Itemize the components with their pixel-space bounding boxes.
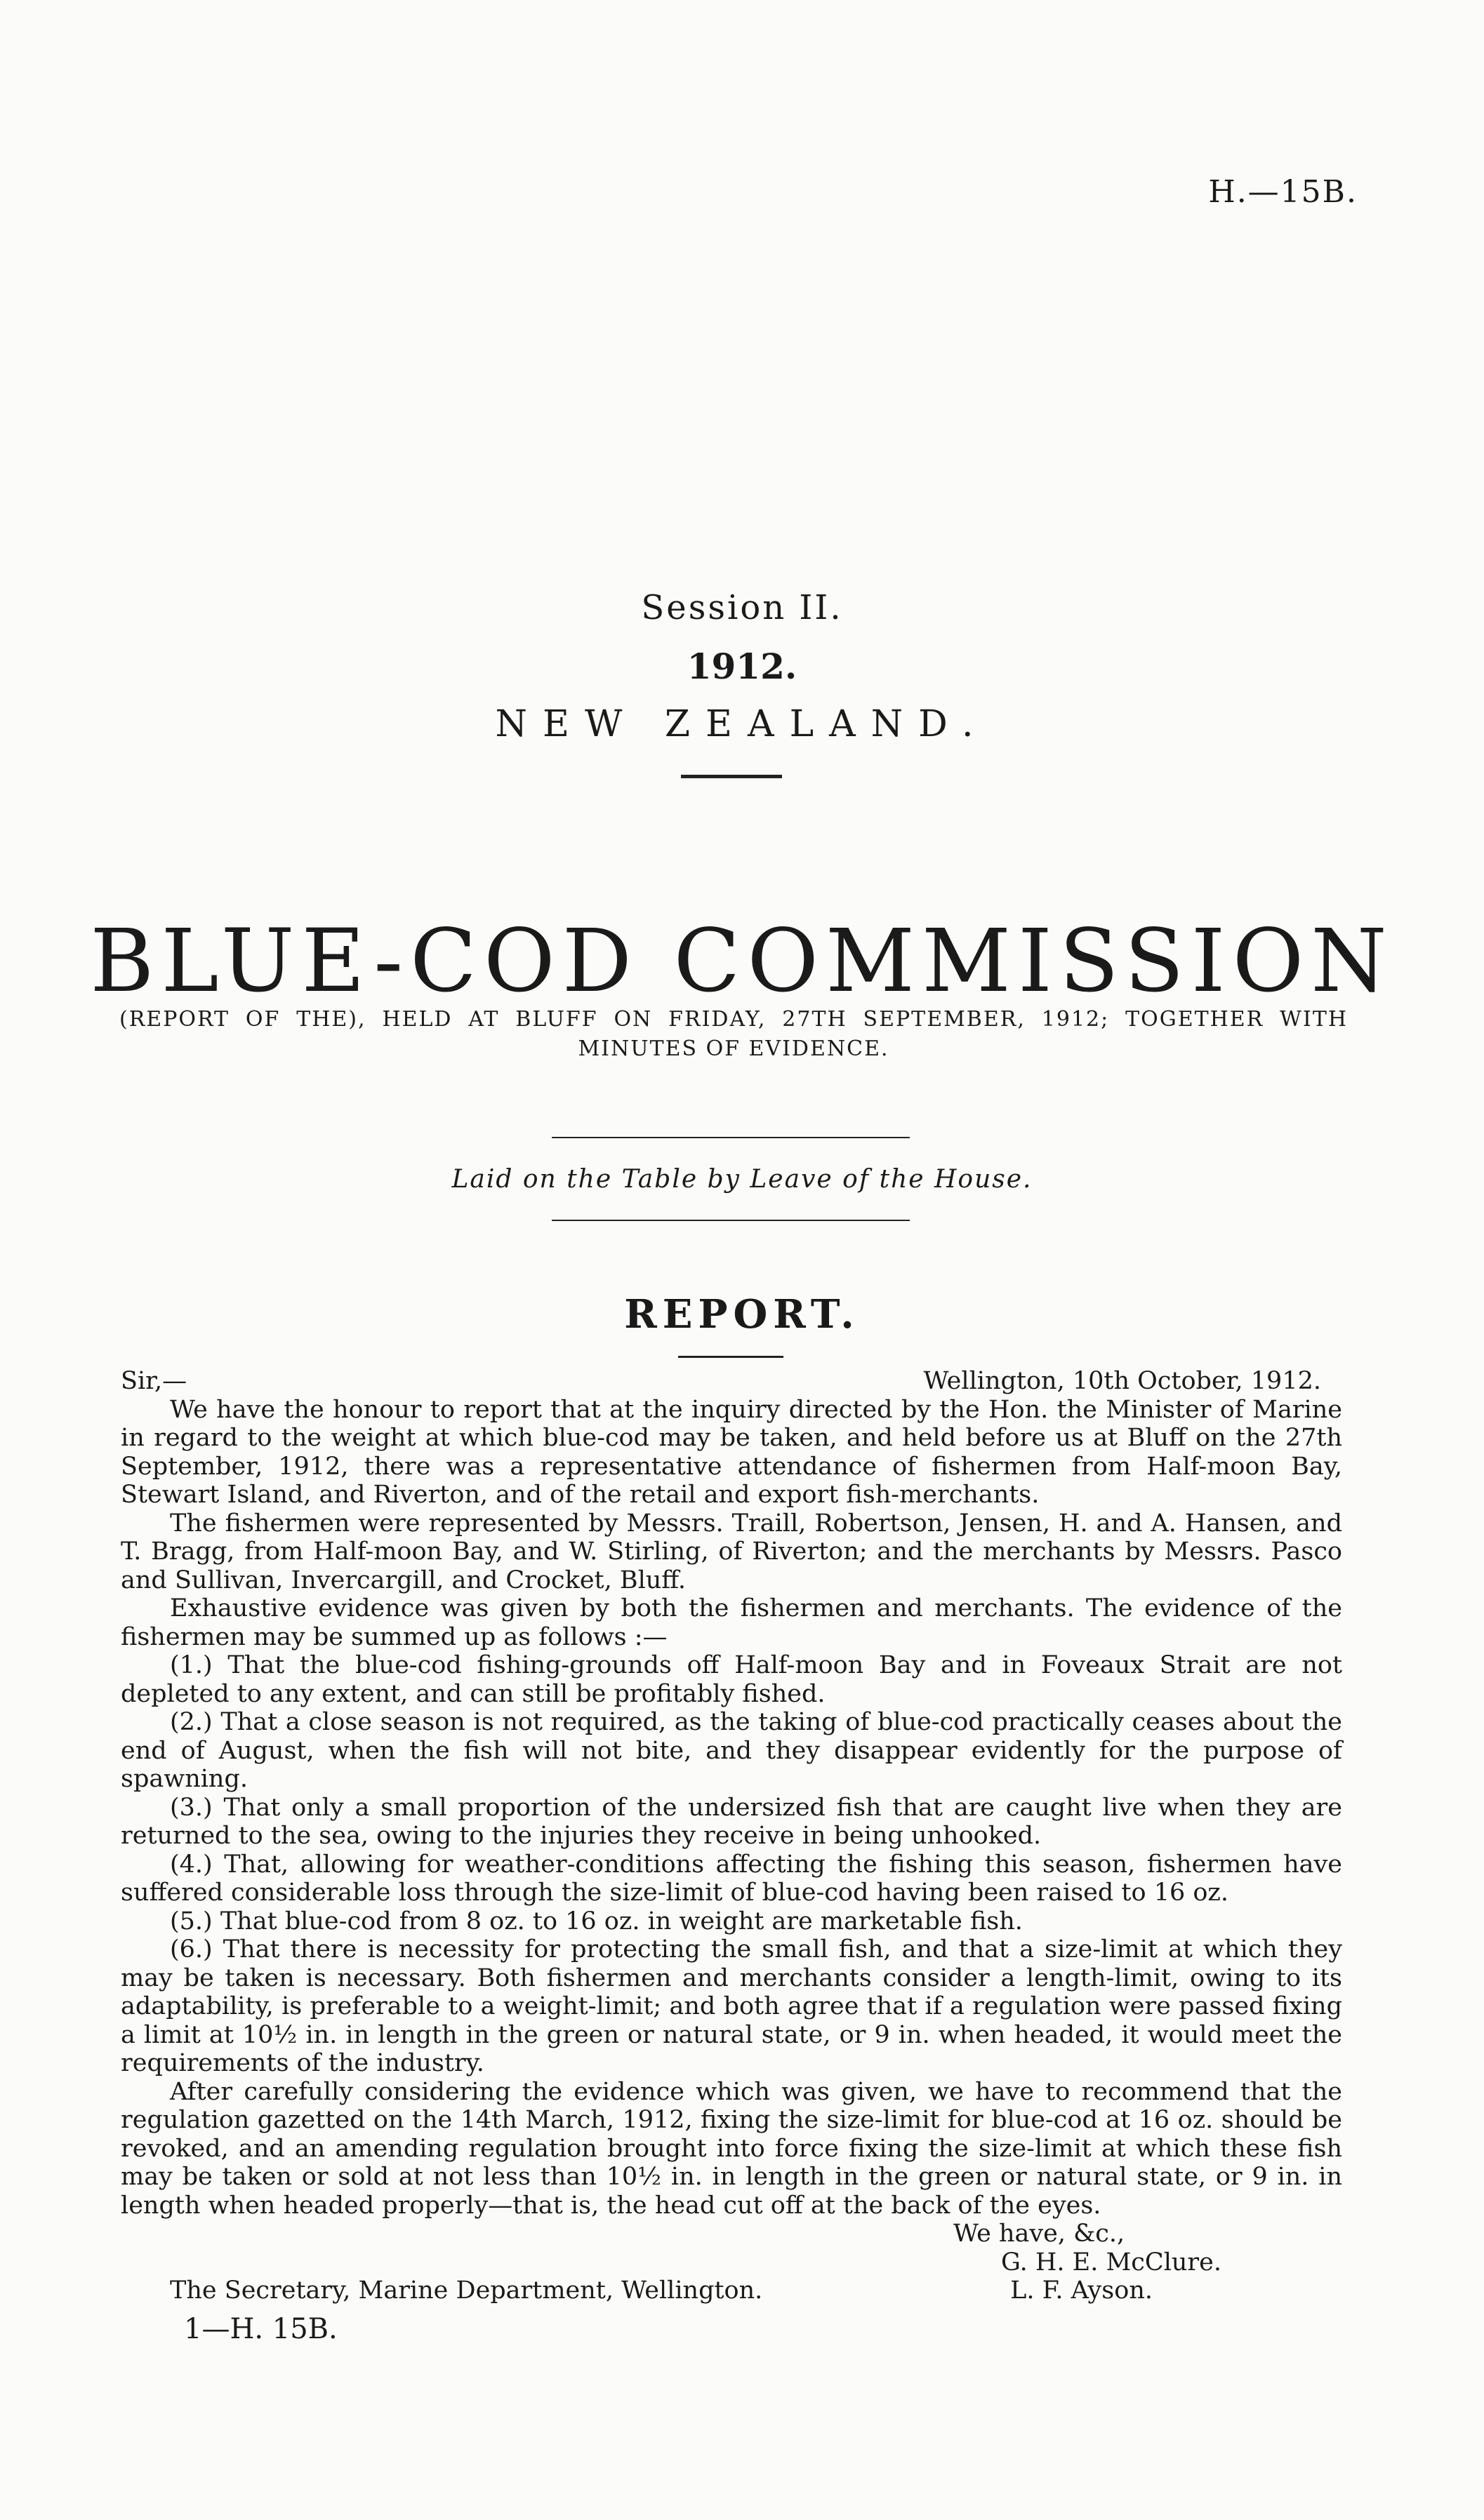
signatory: L. F. Ayson. <box>1010 2276 1153 2305</box>
list-item: (4.) That, allowing for weather-conditions affecting the fishing this season, fishermen have suffered considerable loss through the size-limit of blue-cod having been raised to 16 oz. <box>121 1850 1342 1907</box>
date-line: Wellington, 10th October, 1912. <box>923 1367 1321 1395</box>
divider-rule <box>678 1356 783 1358</box>
list-item: (5.) That blue-cod from 8 oz. to 16 oz. in weight are marketable fish. <box>170 1907 1023 1935</box>
report-heading: REPORT. <box>624 1291 860 1338</box>
document-subtitle: (REPORT OF THE), HELD AT BLUFF ON FRIDAY, 27TH SEPTEMBER, 1912; TOGETHER WITH MINUTES OF EVIDENCE. <box>119 1007 1348 1061</box>
paragraph: The fishermen were represented by Messrs. Traill, Robertson, Jensen, H. and A. Hansen, and T. Bragg, from Half-moon Bay, and W. Stirling, of Riverton; and the merchants by Messrs. Pasco and Sullivan, Invercargill, and Crocket, Bluff. <box>121 1509 1342 1594</box>
signatory: G. H. E. McClure. <box>1000 2248 1221 2276</box>
salutation: Sir,— <box>121 1367 187 1395</box>
divider-rule <box>552 1220 910 1221</box>
addressee-row <box>121 2276 1342 2305</box>
addressee: The Secretary, Marine Department, Wellington. <box>170 2276 763 2305</box>
page-number: 1—H. 15B. <box>184 2312 338 2345</box>
list-item: (2.) That a close season is not required, as the taking of blue-cod practically ceases about the end of August, when the fish will not bite, and they disappear evidently for the purpose of spawning. <box>121 1708 1342 1793</box>
document-title: BLUE-COD COMMISSION <box>90 911 1394 1012</box>
laid-on-table-note: Laid on the Table by Leave of the House. <box>451 1165 1033 1194</box>
divider-rule <box>681 775 782 778</box>
salutation-row <box>121 1367 1342 1396</box>
signature-row <box>121 2248 1342 2277</box>
divider-rule <box>552 1137 910 1138</box>
report-body <box>121 1367 1342 2343</box>
paragraph: Exhaustive evidence was given by both the fishermen and merchants. The evidence of the fishermen may be summed up as follows :— <box>121 1594 1342 1651</box>
list-item: (3.) That only a small proportion of the undersized fish that are caught live when they are returned to the sea, owing to the injuries they receive in being unhooked. <box>121 1793 1342 1850</box>
recommendation-paragraph: After carefully considering the evidence which was given, we have to recommend that the regulation gazetted on the 14th March, 1912, fixing the size-limit for blue-cod at 16 oz. should be revoked, and an amending regulation brought into force fixing the size-limit at which these fish may be taken or sold at not less than 10½ in. in length in the green or natural state, or 9 in. in length when headed properly—that is, the head cut off at the back of the eyes. <box>121 2077 1342 2220</box>
year-label: 1912. <box>687 646 797 687</box>
session-label: Session II. <box>641 588 843 627</box>
paragraph: We have the honour to report that at the inquiry directed by the Hon. the Minister of Marine in regard to the weight at which blue-cod may be taken, and held before us at Bluff on the 27th September, 1912, there was a representative attendance of fishermen from Half-moon Bay, Stewart Island, and Riverton, and of the retail and export fish-merchants. <box>121 1395 1342 1509</box>
list-item: (6.) That there is necessity for protecting the small fish, and that a size-limit at which they may be taken is necessary. Both fishermen and merchants consider a length-limit, owing to its adaptability, is preferable to a weight-limit; and both agree that if a regulation were passed fixing a limit at 10½ in. in length in the green or natural state, or 9 in. when headed, it would meet the requirements of the industry. <box>121 1935 1342 2077</box>
closing-line: We have, &c., <box>953 2220 1125 2248</box>
list-item: (1.) That the blue-cod fishing-grounds off Half-moon Bay and in Foveaux Strait are not depleted to any extent, and can still be profitably fished. <box>121 1651 1342 1708</box>
document-reference: H.—15B. <box>1208 174 1358 210</box>
country-label: NEW ZEALAND. <box>495 703 989 745</box>
